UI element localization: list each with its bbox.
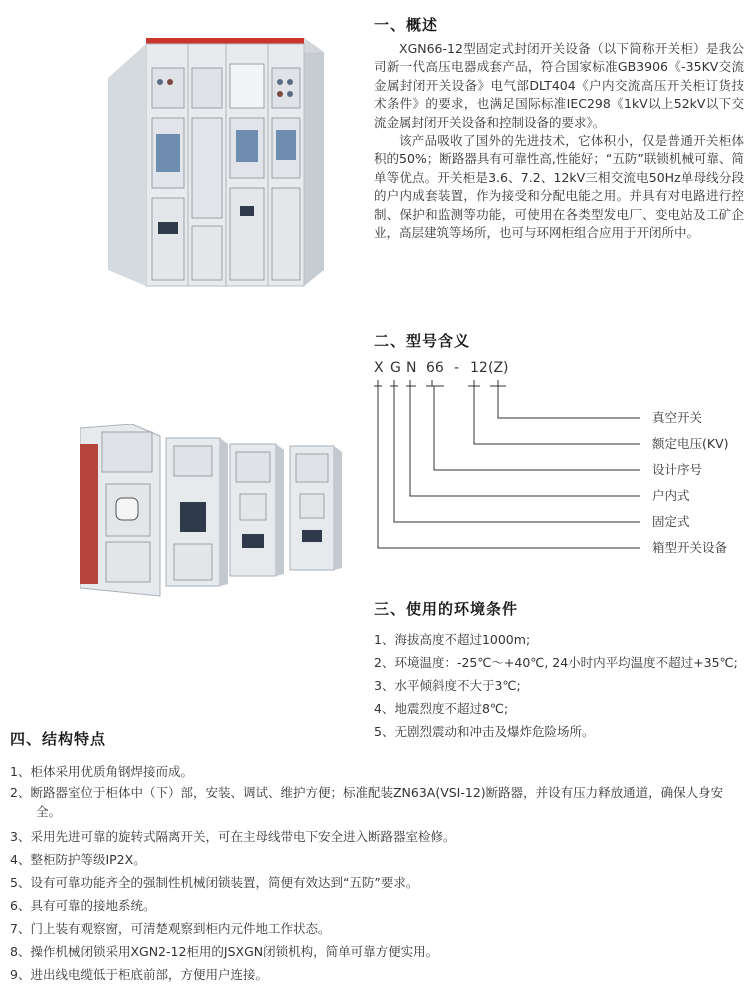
- label-vacuum-switch: 真空开关: [652, 410, 703, 425]
- switchgear-photo-bottom: [80, 424, 350, 600]
- switchgear-photo-top: [108, 38, 326, 298]
- environment-item: 4、地震烈度不超过8℃;: [374, 701, 509, 716]
- structure-item: 1、柜体采用优质角钢焊接而成。: [10, 764, 193, 779]
- label-design-number: 设计序号: [652, 462, 703, 477]
- structure-item: 7、门上装有观察窗，可清楚观察到柜内元件地工作状态。: [10, 921, 331, 936]
- environment-item: 5、无剧烈震动和冲击及爆炸危险场所。: [374, 724, 595, 739]
- overview-paragraph-2: 该产品吸收了国外的先进技术，它体积小，仅是普通开关柜体积的50%；断路器具有可靠性高,性能好；“五防”联锁机械可靠、简单等优点。开关柜是3.6、7.2、12kV三相交流电50Hz单母线分段的户内成套装置，作为接受和分配电能之用。并具有对电路进行控制、保护和监测等功能，可使用在各类型发电厂、变电站及工矿企业，高层建筑等场所，也可与环网柜组合应用于开闭所中。: [374, 133, 744, 241]
- label-fixed: 固定式: [652, 514, 690, 529]
- structure-item: 9、进出线电缆低于柜底前部，方便用户连接。: [10, 967, 268, 982]
- structure-item: 4、整柜防护等级IP2X。: [10, 852, 146, 867]
- code-part-z: (Z): [488, 360, 509, 376]
- structure-heading: 四、结构特点: [10, 730, 107, 748]
- code-part-dash: -: [454, 360, 460, 376]
- code-part-g: G: [390, 360, 401, 376]
- label-indoor: 户内式: [652, 488, 690, 503]
- structure-list: [10, 760, 746, 986]
- model-meaning-heading: 二、型号含义: [374, 332, 471, 350]
- overview-paragraph-1: XGN66-12型固定式封闭开关设备（以下简称开关柜）是我公司新一代高压电器成套产品，符合国家标准GB3906《-35KV交流金属封闭开关设备》电气部DLT404《户内交流高压开关柜订货技术条件》的要求，也满足国际标准IEC298《1kV以上52kV以下交流金属封闭开关设备和控制设备的要求》。: [374, 41, 744, 130]
- code-part-x: X: [374, 360, 384, 376]
- structure-item: 2、断路器室位于柜体中（下）部，安装、调试、维护方便；标准配装ZN63A(VSI-12)断路器，并设有压力释放通道，确保人身安全。: [10, 785, 724, 819]
- label-rated-voltage: 额定电压(KV): [652, 436, 729, 451]
- environment-item: 2、环境温度：-25℃～+40℃, 24小时内平均温度不超过+35℃;: [374, 655, 738, 670]
- code-part-66: 66: [426, 360, 444, 376]
- label-box-switchgear: 箱型开关设备: [652, 540, 728, 555]
- environment-item: 1、海拔高度不超过1000m;: [374, 632, 531, 647]
- code-part-n: N: [406, 360, 417, 376]
- structure-item: 5、设有可靠功能齐全的强制性机械闭锁装置，简便有效达到“五防”要求。: [10, 875, 419, 890]
- structure-item: 6、具有可靠的接地系统。: [10, 898, 156, 913]
- structure-item: 3、采用先进可靠的旋转式隔离开关，可在主母线带电下安全进入断路器室检修。: [10, 829, 456, 844]
- code-part-12: 12: [470, 360, 488, 376]
- environment-item: 3、水平倾斜度不大于3℃;: [374, 678, 521, 693]
- overview-text: [374, 40, 744, 242]
- environment-list: [374, 628, 744, 743]
- model-code-diagram: [370, 360, 746, 560]
- overview-heading: 一、概述: [374, 16, 439, 34]
- structure-item: 8、操作机械闭锁采用XGN2-12柜用的JSXGN闭锁机构，简单可靠方便实用。: [10, 944, 439, 959]
- environment-heading: 三、使用的环境条件: [374, 600, 519, 618]
